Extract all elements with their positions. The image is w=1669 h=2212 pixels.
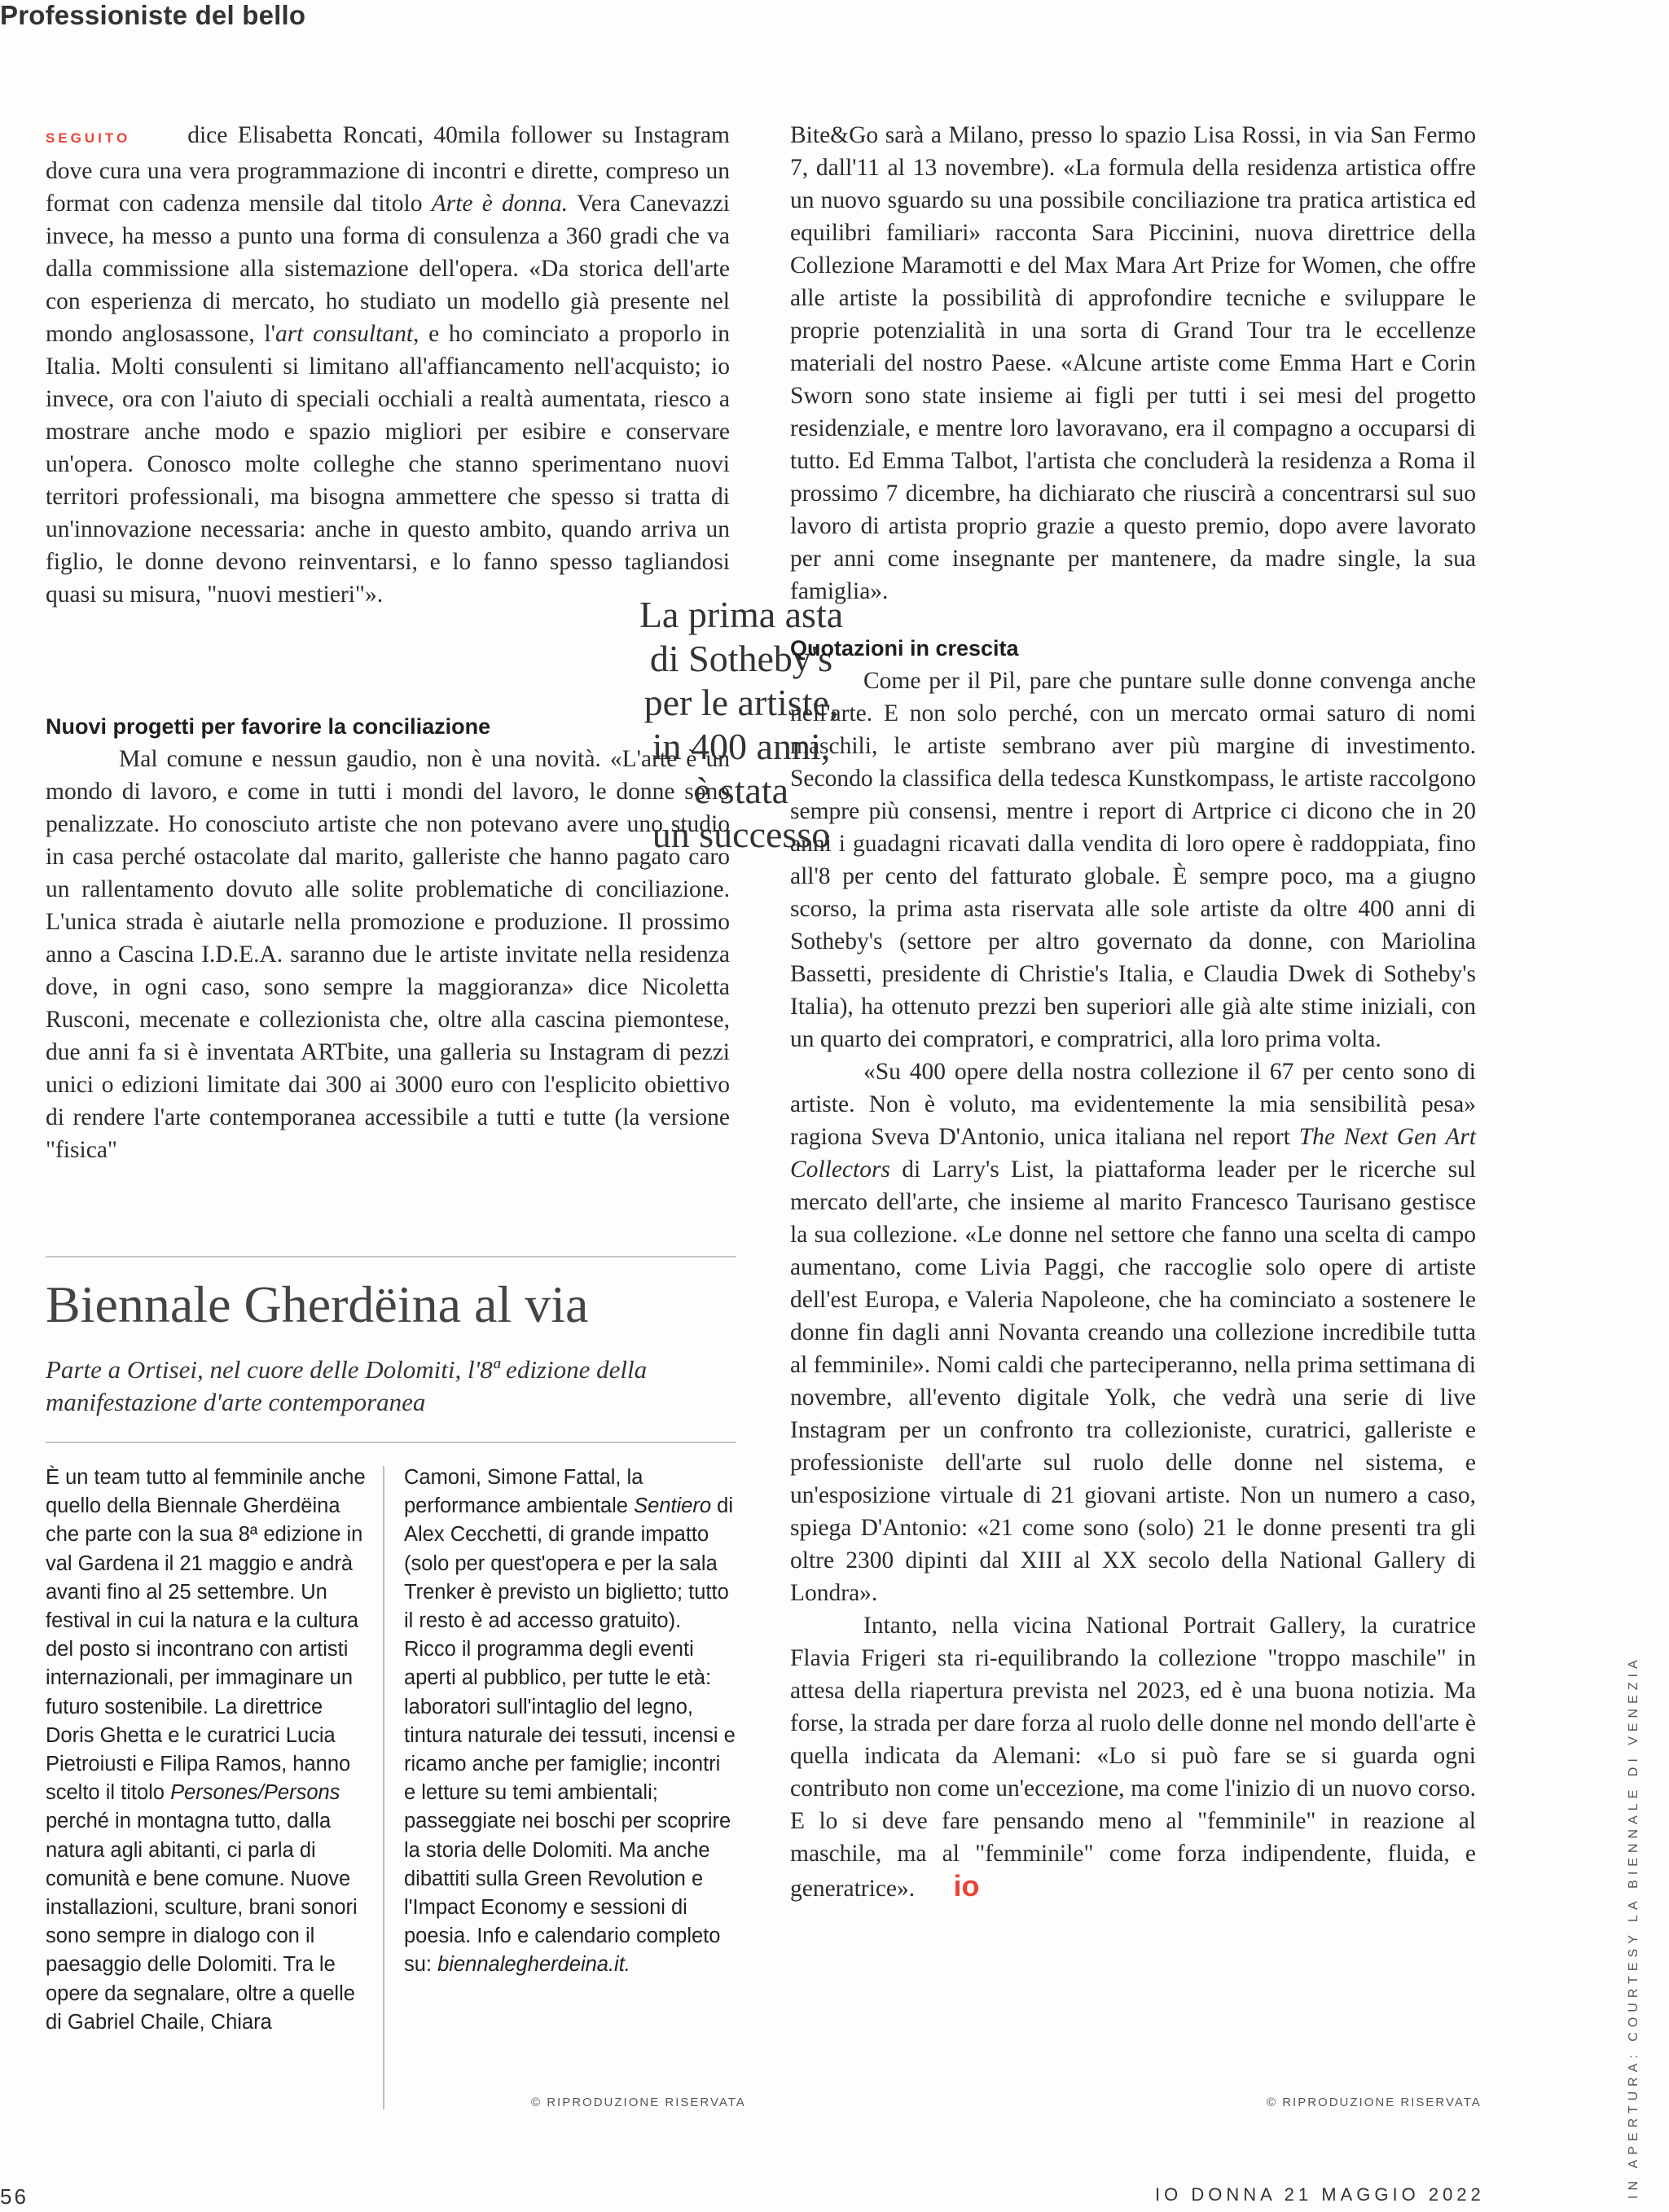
box-subtitle: Parte a Ortisei, nel cuore delle Dolomiti, l'8ª edizione della manifestazione d'arte contemporanea	[46, 1355, 648, 1416]
pullquote-line: per le artiste,	[643, 682, 839, 723]
left-column	[46, 119, 730, 611]
right-paragraph-3: «Su 400 opere della nostra collezione il 67 per cento sono di artiste. Non è voluto, ma evidentemente la mia sensibilità pesa» ragiona Sveva D'Antonio, unica italiana nel report The Next Gen Art Collectors di Larry's List, la piattaforma leader per le ricerche sul mercato dell'arte, che insieme al marito Francesco Taurisano gestisce la sua collezione. «Le donne nel settore che fanno una scelta di campo aumentano, come Livia Paggi, che raccoglie solo opere di artiste dell'est Europa, e Valeria Napoleone, che ha cominciato a sostenere le donne fin dagli anni Novanta creando una collezione incredibile tutta al femminile». Nomi caldi che parteciperanno, nella prima settimana di novembre, all'evento digitale Yolk, che vedrà una serie di live Instagram per un confronto tra collezioniste, curatrici, galleriste e professioniste dell'arte sul ruolo delle donne nel sistema, e un'esposizione virtuale di 21 giovani artiste. Non un numero a caso, spiega D'Antonio: «21 come sono (solo) 21 le donne presenti tra gli oltre 2300 dipinti dal XIII al XX secolo della National Gallery di Londra».	[790, 1059, 1477, 1606]
right-paragraph-4: Intanto, nella vicina National Portrait Gallery, la curatrice Flavia Frigeri sta ri-equilibrando la collezione "troppo maschile" in attesa della riapertura prevista nel 2023, ed è una buona notizia. Ma forse, la strada per dare forza al ruolo delle donne nel mondo dell'arte è quella indicata da Alemani: «Lo si può fare se si guarda ogni contributo non come un'eccezione, ma come l'inizio di un nuovo corso. E lo si deve fare pensando meno al "femminile" in reazione al maschile, ma al "femminile" come forza indipendente, fluida, e generatrice». io	[790, 1613, 1476, 1903]
box-title: Biennale Gherdëina al via	[46, 1275, 589, 1333]
box-top-rule	[46, 1256, 736, 1257]
box-column-divider	[383, 1466, 384, 2109]
subhead-conciliazione: Nuovi progetti per favorire la conciliazione	[46, 714, 491, 739]
pullquote-line: in 400 anni,	[652, 726, 831, 767]
repro-notice-box: © RIPRODUZIONE RISERVATA	[531, 2096, 746, 2109]
subhead-quotazioni: Quotazioni in crescita	[790, 636, 1019, 661]
section-title: Professioniste del bello	[0, 0, 306, 30]
biennale-link[interactable]: biennalegherdeina.it.	[437, 1953, 630, 1977]
page-number: 56	[0, 2184, 29, 2209]
right-paragraph-1: Bite&Go sarà a Milano, presso lo spazio Lisa Rossi, in via San Fermo 7, dall'11 al 13 novembre). «La formula della residenza artistica offre un nuovo sguardo su una possibile conciliazione tra pratica artistica ed equilibri familiari» racconta Sara Piccinini, nuova direttrice della Collezione Maramotti e del Max Mara Art Prize for Women, che offre alle artiste la possibilità di approfondire tecniche e sviluppare le proprie potenzialità in una sorta di Grand Tour tra le eccellenze materiali del nostro Paese. «Alcune artiste come Emma Hart e Corin Sworn sono state insieme ai figli per tutti i sei mesi del progetto residenziale, e mentre loro lavoravano, era il compagno a occuparsi di tutto. Ed Emma Talbot, l'artista che concluderà la residenza a Roma il prossimo 7 dicembre, ha dichiarato che riuscirà a concentrarsi sul suo lavoro di artista proprio grazie a questo premio, dopo avere lavorato per anni come insegnante per mantenere, da madre single, la sua famiglia».	[790, 122, 1476, 604]
box-column-2: Camoni, Simone Fattal, la performance ambientale Sentiero di Alex Cecchetti, di grande impatto (solo per quest'opera e per la sala Trenker è previsto un biglietto; tutto il resto è ad accesso gratuito). Ricco il programma degli eventi aperti al pubblico, per tutte le età: laboratori sull'intaglio del legno, tintura naturale dei tessuti, incensi e ricamo anche per famiglie; incontri e letture su temi ambientali; passeggiate nei boschi per scoprire la storia delle Dolomiti. Ma anche dibattiti sulla Green Revolution e l'Impact Economy e sessioni di poesia. Info e calendario completo su: biennalegherdeina.it.	[404, 1466, 736, 1977]
box-column-1: È un team tutto al femminile anche quello della Biennale Gherdëina che parte con la sua 8ª edizione in val Gardena il 21 maggio e andrà avanti fino al 25 settembre. Un festival in cui la natura e la cultura del posto si incontrano con artisti internazionali, per immaginare un futuro sostenibile. La direttrice Doris Ghetta e le curatrici Lucia Pietroiusti e Filipa Ramos, hanno scelto il titolo Persones/Persons perché in montagna tutto, dalla natura agli abitanti, ci parla di comunità e bene comune. Nuove installazioni, sculture, brani sonori sono sempre in dialogo con il paesaggio delle Dolomiti. Tra le opere da segnalare, oltre a quelle di Gabriel Chaile, Chiara	[46, 1466, 366, 2034]
right-paragraph-2: Come per il Pil, pare che puntare sulle donne convenga anche nell'arte. E non solo perché, con un mercato ormai saturo di nomi maschili, le artiste sembrano aver più margine di investimento. Secondo la classifica della tedesca Kunstkompass, le artiste raccolgono sempre più consensi, mentre i report di Artprice ci dicono che in 20 anni i guadagni ricavati dalla vendita di loro opere è raddoppiata, fino all'8 per cento del fatturato globale. È sempre poco, ma a giugno scorso, la prima asta riservata alle sole artiste da oltre 400 anni di Sotheby's (settore per altro governato da donne, con Mariolina Bassetti, presidente di Christie's Italia, e Claudia Dwek di Sotheby's Italia), ha ottenuto prezzi ben superiori alle già alte stime iniziali, con un quarto dei compratori, e compratrici, alla loro prima volta.	[790, 668, 1476, 1052]
io-logo: io	[953, 1869, 980, 1903]
left-paragraph-1: SEGUITO dice Elisabetta Roncati, 40mila follower su Instagram dove cura una vera programmazione di incontri e dirette, compreso un format con cadenza mensile dal titolo Arte è donna. Vera Canevazzi invece, ha messo a punto una forma di consulenza a 360 gradi che va dalla commissione alla sistemazione dell'opera. «Da storica dell'arte con esperienza di mercato, ho studiato un modello già presente nel mondo anglosassone, l'art consultant, e ho cominciato a proporlo in Italia. Molti consulenti si limitano all'affiancamento nell'acquisto; io invece, ora con l'aiuto di speciali occhiali a realtà aumentata, riesco a mostrare anche modo e spazio migliori per esibire e conservare un'opera. Conosco molte colleghe che stanno sperimentano nuovi territori professionali, ma bisogna ammettere che spesso si tratta di un'innovazione necessaria: anche in questo ambito, quando arriva un figlio, le donne devono reinventarsi, e lo fanno spesso tagliandosi quasi su misura, "nuovi mestieri"».	[46, 122, 731, 608]
pullquote-line: è stata	[693, 770, 789, 811]
left-paragraph-2: Mal comune e nessun gaudio, non è una novità. «L'arte è un mondo di lavoro, e come in tutti i mondi del lavoro, le donne sono penalizzate. Ho conosciuto artiste che non potevano avere uno studio in casa perché ostacolate dal marito, galleriste che hanno pagato caro un rallentamento dovuto alle solite problematiche di conciliazione. L'unica strada è aiutarle nella promozione e produzione. Il prossimo anno a Cascina I.D.E.A. saranno due le artiste invitate nella residenza dove, in ogni caso, sono sempre la maggioranza» dice Nicoletta Rusconi, mecenate e collezionista che, oltre alla cascina piemontese, due anni fa si è inventata ARTbite, una galleria su Instagram di pezzi unici o edizioni limitate dai 300 ai 3000 euro con l'esplicito obiettivo di rendere l'arte contemporanea accessibile a tutti e tutte (la versione "fisica"	[46, 746, 730, 1163]
pullquote-line: un successo	[652, 814, 831, 855]
magazine-footer: IO DONNA 21 MAGGIO 2022	[1155, 2184, 1485, 2205]
box-sub-rule	[46, 1442, 736, 1443]
right-column	[790, 119, 1476, 1905]
seguito-label: SEGUITO	[46, 130, 131, 146]
pullquote-line: La prima asta	[639, 594, 844, 635]
photo-credit: IN APERTURA: COURTESY LA BIENNALE DI VENEZIA	[1627, 1655, 1640, 2199]
pullquote-line: di Sotheby's	[649, 638, 833, 679]
repro-notice-right: © RIPRODUZIONE RISERVATA	[1267, 2096, 1482, 2109]
